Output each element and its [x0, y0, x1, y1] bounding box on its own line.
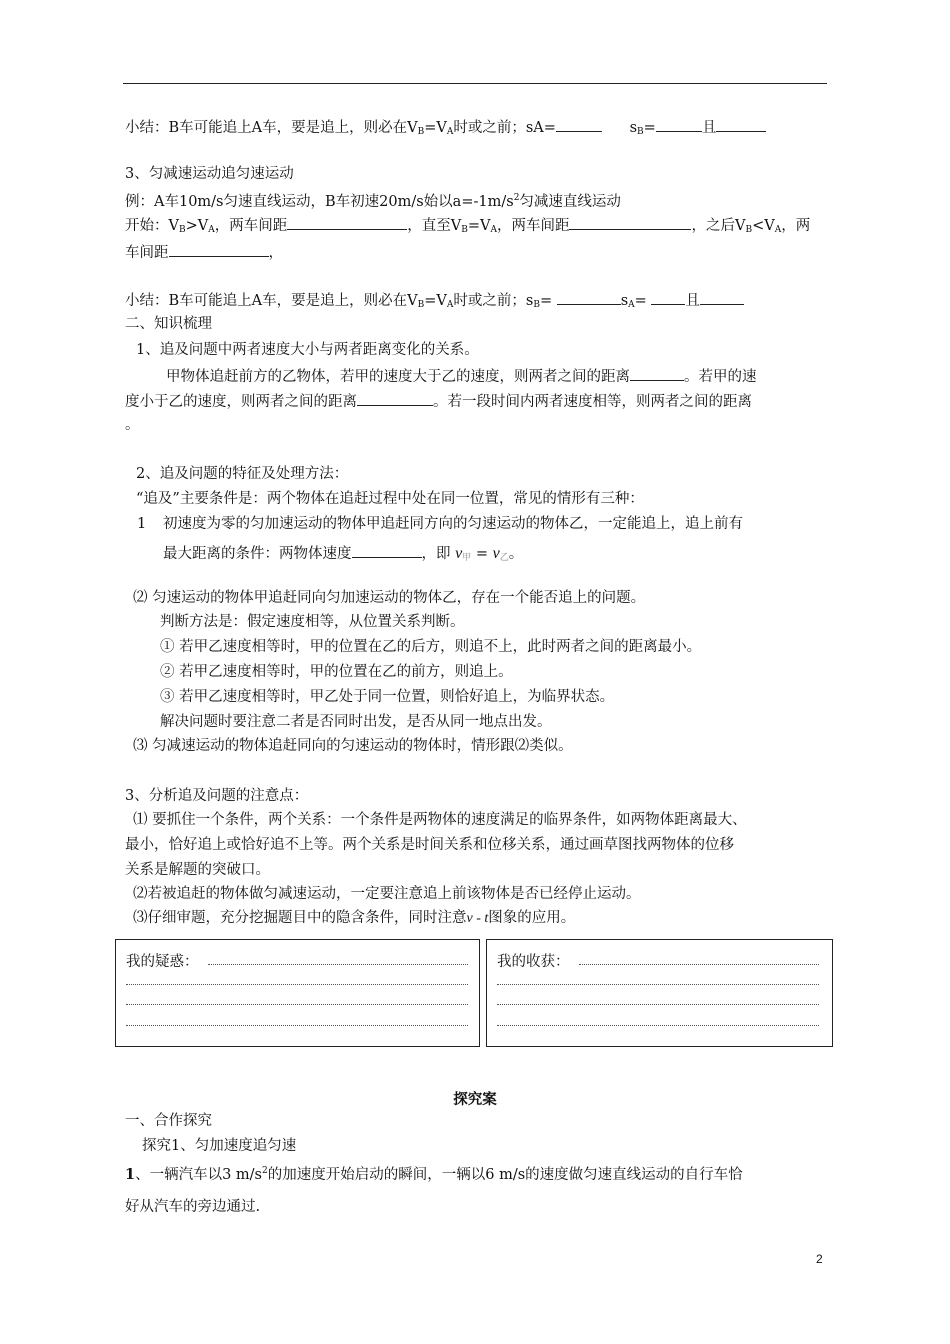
inquiry-1: 探究1、匀加速度追匀速 — [142, 1138, 297, 1154]
gains-line-2 — [497, 984, 819, 985]
blank-sb-2[interactable] — [557, 290, 621, 305]
blank-sa-2[interactable] — [651, 290, 685, 305]
blank-distance-2[interactable] — [569, 215, 691, 230]
point-2: 2、追及问题的特征及处理方法： — [136, 466, 349, 482]
start-line: 开始：$V_B>V_A$，两车间距 ，直至$V_B=V_A$，两车间距 ，之后$V_B<V_A$，两 — [125, 215, 810, 239]
doubts-box[interactable] — [115, 939, 480, 1047]
inquiry-title: 探究案 — [453, 1091, 497, 1108]
gains-line-3 — [497, 1004, 819, 1005]
case-3: ⑶ 匀减速运动的物体追赶同向的匀速运动的物体时，情形跟⑵类似。 — [133, 738, 573, 754]
case-2: ⑵ 匀速运动的物体甲追赶同向匀加速运动的物体乙，存在一个能否追上的问题。 — [133, 590, 646, 606]
gains-box[interactable] — [486, 939, 833, 1047]
blank-and-2[interactable] — [700, 290, 744, 305]
blank-speed[interactable] — [352, 543, 422, 558]
section-heading: 3、匀减速运动追匀速运动 — [125, 166, 294, 182]
doubts-label: 我的疑惑： — [126, 954, 199, 970]
summary-line-2: 小结：B车可能追上A车，要是追上，则必在$V_B=V_A$时或之前；$s_B= s_A=$ 且 — [125, 290, 744, 314]
note-2: ⑵若被追赶的物体做匀减速运动，一定要注意追上前该物体是否已经停止运动。 — [133, 886, 641, 902]
note-1-end: 关系是解题的突破口。 — [125, 862, 270, 878]
point-1: 1、追及问题中两者速度大小与两者距离变化的关系。 — [136, 342, 479, 358]
note-3: ⑶仔细审题，充分挖掘题目中的隐含条件，同时注意v - t图象的应用。 — [133, 910, 576, 926]
page-number: 2 — [816, 1252, 823, 1266]
para-1-cont: 度小于乙的速度，则两者之间的距离 。若一段时间内两者速度相等，则两者之间的距离 — [125, 391, 752, 411]
note-1: ⑴ 要抓住一个条件，两个关系：一个条件是两物体的速度满足的临界条件，如两物体距离最大、 — [133, 812, 747, 828]
judge-3: ③ 若甲乙速度相等时，甲乙处于同一位置，则恰好追上，为临界状态。 — [160, 689, 615, 705]
doubts-line-1 — [208, 964, 468, 965]
blank-sb[interactable] — [656, 117, 702, 132]
section-cooperation: 一、合作探究 — [125, 1113, 212, 1129]
gains-label: 我的收获： — [497, 954, 570, 970]
blank-distance-1[interactable] — [287, 215, 407, 230]
note-1-cont: 最小，恰好追上或恰好追不上等。两个关系是时间关系和位移关系，通过画草图找两物体的位移 — [125, 837, 734, 853]
blank-sa[interactable] — [556, 117, 602, 132]
gains-line-1 — [579, 964, 819, 965]
start-line-cont: 车间距 ， — [125, 242, 283, 262]
blank-dist-a[interactable] — [630, 366, 684, 381]
blank-distance-3[interactable] — [169, 242, 269, 257]
solve-note: 解决问题时要注意二者是否同时出发，是否从同一地点出发。 — [160, 714, 552, 730]
doubts-line-3 — [126, 1004, 468, 1005]
point-3: 3、分析追及问题的注意点： — [125, 788, 309, 804]
example-line: 例：A车10m/s匀速直线运动，B车初速20m/s始以$a=-1m/s^2$匀减速直线运动 — [125, 193, 621, 210]
case-1: 初速度为零的匀加速运动的物体甲追赶同方向的匀速运动的物体乙，一定能追上，追上前有 — [163, 516, 743, 532]
para-1: 甲物体追赶前方的乙物体，若甲的速度大于乙的速度，则两者之间的距离 。若甲的速 — [166, 366, 757, 386]
summary-line-1: 小结：B车可能追上A车，要是追上，则必在$V_B=V_A$时或之前；sA= $s_B=$ 且 — [125, 117, 766, 141]
blank-dist-b[interactable] — [357, 391, 433, 406]
gains-line-4 — [497, 1025, 819, 1026]
chase-condition: “追及”主要条件是：两个物体在追赶过程中处在同一位置，常见的情形有三种： — [136, 491, 644, 507]
judge-1: ① 若甲乙速度相等时，甲的位置在乙的后方，则追不上，此时两者之间的距离最小。 — [160, 639, 702, 655]
judge-2: ② 若甲乙速度相等时，甲的位置在乙的前方，则追上。 — [160, 664, 513, 680]
section-knowledge: 二、知识梳理 — [125, 316, 212, 332]
header-rule — [123, 83, 827, 84]
blank-and[interactable] — [716, 117, 766, 132]
doubts-line-2 — [126, 984, 468, 985]
case-1-cont: 最大距离的条件：两物体速度 ，即 $v_甲 = v_乙$。 — [163, 545, 524, 563]
para-1-end: 。 — [125, 417, 140, 433]
doubts-line-4 — [126, 1025, 468, 1026]
problem-1: 1、一辆汽车以3 $m/s^2$的加速度开始启动的瞬间，一辆以6 m/s的速度做匀速直线运动的自行车恰 — [125, 1166, 743, 1183]
case-1-number: 1 — [137, 516, 147, 532]
problem-1-cont: 好从汽车的旁边通过. — [125, 1199, 261, 1215]
judge-method: 判断方法是：假定速度相等，从位置关系判断。 — [160, 614, 465, 630]
